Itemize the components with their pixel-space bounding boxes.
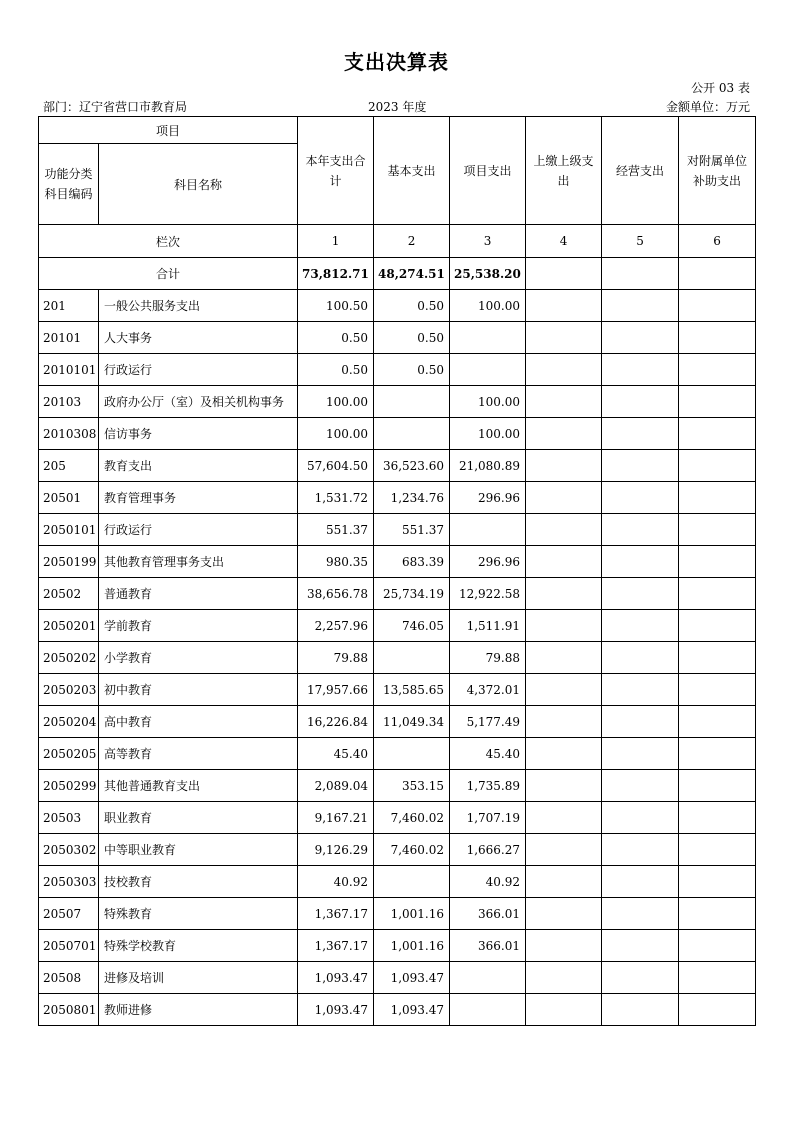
cell-basic: 1,234.76 <box>374 482 450 514</box>
cell-project: 100.00 <box>450 386 526 418</box>
cell-project: 40.92 <box>450 866 526 898</box>
page-title: 支出决算表 <box>344 50 449 74</box>
cell-basic: 746.05 <box>374 610 450 642</box>
cell-business <box>602 290 679 322</box>
subject-name: 高等教育 <box>99 738 298 770</box>
cell-subsidy <box>679 962 756 994</box>
cell-total: 16,226.84 <box>298 706 374 738</box>
cell-subsidy <box>679 450 756 482</box>
cell-subsidy <box>679 610 756 642</box>
cell-total: 551.37 <box>298 514 374 546</box>
cell-project: 21,080.89 <box>450 450 526 482</box>
cell-business <box>602 962 679 994</box>
subject-name: 一般公共服务支出 <box>99 290 298 322</box>
cell-total: 9,167.21 <box>298 802 374 834</box>
currency-unit: 金额单位：万元 <box>665 100 750 114</box>
subject-code: 20501 <box>39 482 99 514</box>
cell-business <box>602 802 679 834</box>
cell-total: 40.92 <box>298 866 374 898</box>
cell-project <box>450 994 526 1026</box>
cell-remit <box>526 610 602 642</box>
cell-project: 296.96 <box>450 482 526 514</box>
table-row <box>39 514 756 546</box>
cell-project: 1,511.91 <box>450 610 526 642</box>
cell-business <box>602 610 679 642</box>
cell-business <box>602 834 679 866</box>
subject-code: 2050205 <box>39 738 99 770</box>
cell-total: 1,367.17 <box>298 898 374 930</box>
header-col2-basic: 基本支出 <box>374 117 450 225</box>
cell-subsidy <box>679 354 756 386</box>
cell-basic <box>374 738 450 770</box>
cell-remit <box>526 674 602 706</box>
cell-project <box>450 322 526 354</box>
subject-name: 普通教育 <box>99 578 298 610</box>
cell-business <box>602 770 679 802</box>
cell-project: 5,177.49 <box>450 706 526 738</box>
form-number: 公开 03 表 <box>691 81 750 95</box>
table-row <box>39 962 756 994</box>
cell-project: 100.00 <box>450 418 526 450</box>
total-basic: 48,274.51 <box>374 258 450 290</box>
cell-remit <box>526 930 602 962</box>
cell-subsidy <box>679 706 756 738</box>
total-row <box>39 258 756 290</box>
subject-name: 学前教育 <box>99 610 298 642</box>
table-row <box>39 898 756 930</box>
subject-name: 教育支出 <box>99 450 298 482</box>
table-row <box>39 322 756 354</box>
subject-code: 2010308 <box>39 418 99 450</box>
cell-total: 17,957.66 <box>298 674 374 706</box>
subject-name: 教师进修 <box>99 994 298 1026</box>
cell-subsidy <box>679 930 756 962</box>
subject-code: 205 <box>39 450 99 482</box>
column-number-2: 2 <box>374 225 450 258</box>
header-col1-total: 本年支出合计 <box>298 117 374 225</box>
cell-basic: 11,049.34 <box>374 706 450 738</box>
subject-code: 2050101 <box>39 514 99 546</box>
subject-code: 201 <box>39 290 99 322</box>
cell-business <box>602 930 679 962</box>
meta-line <box>43 98 750 114</box>
total-subsidy <box>679 258 756 290</box>
subject-name: 政府办公厅（室）及相关机构事务 <box>99 386 298 418</box>
cell-project: 366.01 <box>450 898 526 930</box>
cell-project <box>450 514 526 546</box>
cell-project: 12,922.58 <box>450 578 526 610</box>
table-row <box>39 994 756 1026</box>
table-row <box>39 738 756 770</box>
column-number-3: 3 <box>450 225 526 258</box>
cell-business <box>602 898 679 930</box>
table-row <box>39 930 756 962</box>
subject-name: 行政运行 <box>99 354 298 386</box>
cell-basic <box>374 386 450 418</box>
cell-subsidy <box>679 578 756 610</box>
cell-subsidy <box>679 866 756 898</box>
cell-total: 1,093.47 <box>298 962 374 994</box>
table-row <box>39 546 756 578</box>
subject-code: 20508 <box>39 962 99 994</box>
cell-total: 2,089.04 <box>298 770 374 802</box>
subject-code: 20502 <box>39 578 99 610</box>
cell-business <box>602 386 679 418</box>
table-row <box>39 866 756 898</box>
header-item: 项目 <box>39 117 298 144</box>
cell-total: 980.35 <box>298 546 374 578</box>
subject-name: 进修及培训 <box>99 962 298 994</box>
cell-remit <box>526 578 602 610</box>
header-col4-remit: 上缴上级支出 <box>526 117 602 225</box>
total-business <box>602 258 679 290</box>
cell-remit <box>526 834 602 866</box>
cell-business <box>602 674 679 706</box>
table-row <box>39 834 756 866</box>
cell-total: 0.50 <box>298 322 374 354</box>
subject-name: 初中教育 <box>99 674 298 706</box>
cell-remit <box>526 642 602 674</box>
table-row <box>39 610 756 642</box>
cell-project: 1,666.27 <box>450 834 526 866</box>
column-number-row <box>39 225 756 258</box>
table-row <box>39 802 756 834</box>
table-row <box>39 642 756 674</box>
cell-basic: 1,093.47 <box>374 994 450 1026</box>
cell-remit <box>526 514 602 546</box>
cell-remit <box>526 962 602 994</box>
table-row <box>39 770 756 802</box>
table-row <box>39 290 756 322</box>
cell-basic: 353.15 <box>374 770 450 802</box>
cell-total: 100.50 <box>298 290 374 322</box>
cell-business <box>602 578 679 610</box>
subject-name: 小学教育 <box>99 642 298 674</box>
subject-name: 职业教育 <box>99 802 298 834</box>
cell-business <box>602 706 679 738</box>
subject-name: 特殊教育 <box>99 898 298 930</box>
cell-subsidy <box>679 738 756 770</box>
cell-remit <box>526 450 602 482</box>
cell-subsidy <box>679 802 756 834</box>
cell-business <box>602 738 679 770</box>
cell-project: 100.00 <box>450 290 526 322</box>
cell-basic <box>374 866 450 898</box>
column-number-1: 1 <box>298 225 374 258</box>
cell-total: 79.88 <box>298 642 374 674</box>
cell-total: 9,126.29 <box>298 834 374 866</box>
cell-business <box>602 546 679 578</box>
cell-remit <box>526 770 602 802</box>
cell-remit <box>526 322 602 354</box>
cell-business <box>602 322 679 354</box>
subject-code: 2050201 <box>39 610 99 642</box>
subject-name: 其他普通教育支出 <box>99 770 298 802</box>
subject-name: 信访事务 <box>99 418 298 450</box>
cell-subsidy <box>679 322 756 354</box>
cell-business <box>602 642 679 674</box>
total-amount: 73,812.71 <box>298 258 374 290</box>
subject-code: 20101 <box>39 322 99 354</box>
cell-business <box>602 482 679 514</box>
department-label: 部门：辽宁省营口市教育局 <box>43 100 188 114</box>
subject-name: 高中教育 <box>99 706 298 738</box>
cell-subsidy <box>679 642 756 674</box>
header-code: 功能分类科目编码 <box>39 144 99 225</box>
subject-code: 20507 <box>39 898 99 930</box>
subject-code: 2050299 <box>39 770 99 802</box>
subject-code: 2050202 <box>39 642 99 674</box>
subject-code: 20503 <box>39 802 99 834</box>
cell-basic: 7,460.02 <box>374 802 450 834</box>
subject-name: 教育管理事务 <box>99 482 298 514</box>
subject-code: 2050801 <box>39 994 99 1026</box>
cell-basic: 1,001.16 <box>374 930 450 962</box>
subject-code: 2050204 <box>39 706 99 738</box>
cell-basic: 0.50 <box>374 322 450 354</box>
subject-name: 特殊学校教育 <box>99 930 298 962</box>
header-col6-subsidy: 对附属单位补助支出 <box>679 117 756 225</box>
subject-name: 中等职业教育 <box>99 834 298 866</box>
total-project: 25,538.20 <box>450 258 526 290</box>
cell-total: 100.00 <box>298 418 374 450</box>
cell-total: 1,367.17 <box>298 930 374 962</box>
cell-project: 1,735.89 <box>450 770 526 802</box>
cell-subsidy <box>679 418 756 450</box>
table-row <box>39 450 756 482</box>
cell-basic: 1,093.47 <box>374 962 450 994</box>
table-row <box>39 578 756 610</box>
cell-remit <box>526 706 602 738</box>
cell-remit <box>526 898 602 930</box>
subject-name: 人大事务 <box>99 322 298 354</box>
cell-total: 38,656.78 <box>298 578 374 610</box>
cell-project: 1,707.19 <box>450 802 526 834</box>
cell-subsidy <box>679 898 756 930</box>
subject-code: 2050302 <box>39 834 99 866</box>
header-col3-project: 项目支出 <box>450 117 526 225</box>
table-row <box>39 482 756 514</box>
subject-name: 其他教育管理事务支出 <box>99 546 298 578</box>
cell-subsidy <box>679 834 756 866</box>
cell-remit <box>526 546 602 578</box>
column-number-4: 4 <box>526 225 602 258</box>
cell-project: 296.96 <box>450 546 526 578</box>
fiscal-year: 2023 年度 <box>368 100 427 114</box>
cell-remit <box>526 866 602 898</box>
cell-basic: 0.50 <box>374 290 450 322</box>
column-number-label: 栏次 <box>39 225 298 258</box>
subject-code: 20103 <box>39 386 99 418</box>
cell-total: 0.50 <box>298 354 374 386</box>
header-name: 科目名称 <box>99 144 298 225</box>
cell-total: 2,257.96 <box>298 610 374 642</box>
cell-total: 1,093.47 <box>298 994 374 1026</box>
column-number-5: 5 <box>602 225 679 258</box>
cell-business <box>602 418 679 450</box>
cell-remit <box>526 738 602 770</box>
cell-project: 45.40 <box>450 738 526 770</box>
cell-business <box>602 866 679 898</box>
cell-subsidy <box>679 514 756 546</box>
subject-code: 2050199 <box>39 546 99 578</box>
cell-remit <box>526 354 602 386</box>
expenditure-table <box>38 116 756 1026</box>
cell-remit <box>526 290 602 322</box>
cell-business <box>602 994 679 1026</box>
cell-basic: 25,734.19 <box>374 578 450 610</box>
table-row <box>39 354 756 386</box>
total-remit <box>526 258 602 290</box>
cell-remit <box>526 802 602 834</box>
cell-project: 4,372.01 <box>450 674 526 706</box>
cell-basic: 36,523.60 <box>374 450 450 482</box>
cell-basic: 7,460.02 <box>374 834 450 866</box>
cell-remit <box>526 418 602 450</box>
cell-basic: 13,585.65 <box>374 674 450 706</box>
cell-subsidy <box>679 770 756 802</box>
table-row <box>39 386 756 418</box>
cell-basic <box>374 418 450 450</box>
cell-basic: 551.37 <box>374 514 450 546</box>
cell-business <box>602 514 679 546</box>
cell-subsidy <box>679 290 756 322</box>
cell-total: 57,604.50 <box>298 450 374 482</box>
cell-project <box>450 354 526 386</box>
cell-subsidy <box>679 674 756 706</box>
table-row <box>39 706 756 738</box>
subject-code: 2010101 <box>39 354 99 386</box>
cell-subsidy <box>679 546 756 578</box>
table-row <box>39 674 756 706</box>
cell-project <box>450 962 526 994</box>
column-number-6: 6 <box>679 225 756 258</box>
cell-basic: 0.50 <box>374 354 450 386</box>
table-row <box>39 418 756 450</box>
cell-project: 366.01 <box>450 930 526 962</box>
cell-total: 100.00 <box>298 386 374 418</box>
subject-name: 行政运行 <box>99 514 298 546</box>
subject-code: 2050303 <box>39 866 99 898</box>
cell-project: 79.88 <box>450 642 526 674</box>
cell-total: 45.40 <box>298 738 374 770</box>
cell-total: 1,531.72 <box>298 482 374 514</box>
cell-basic <box>374 642 450 674</box>
cell-subsidy <box>679 482 756 514</box>
cell-remit <box>526 994 602 1026</box>
cell-business <box>602 354 679 386</box>
cell-subsidy <box>679 386 756 418</box>
cell-business <box>602 450 679 482</box>
total-label: 合计 <box>39 258 298 290</box>
cell-subsidy <box>679 994 756 1026</box>
cell-remit <box>526 482 602 514</box>
subject-name: 技校教育 <box>99 866 298 898</box>
cell-basic: 683.39 <box>374 546 450 578</box>
cell-remit <box>526 386 602 418</box>
header-col5-business: 经营支出 <box>602 117 679 225</box>
cell-basic: 1,001.16 <box>374 898 450 930</box>
subject-code: 2050203 <box>39 674 99 706</box>
subject-code: 2050701 <box>39 930 99 962</box>
